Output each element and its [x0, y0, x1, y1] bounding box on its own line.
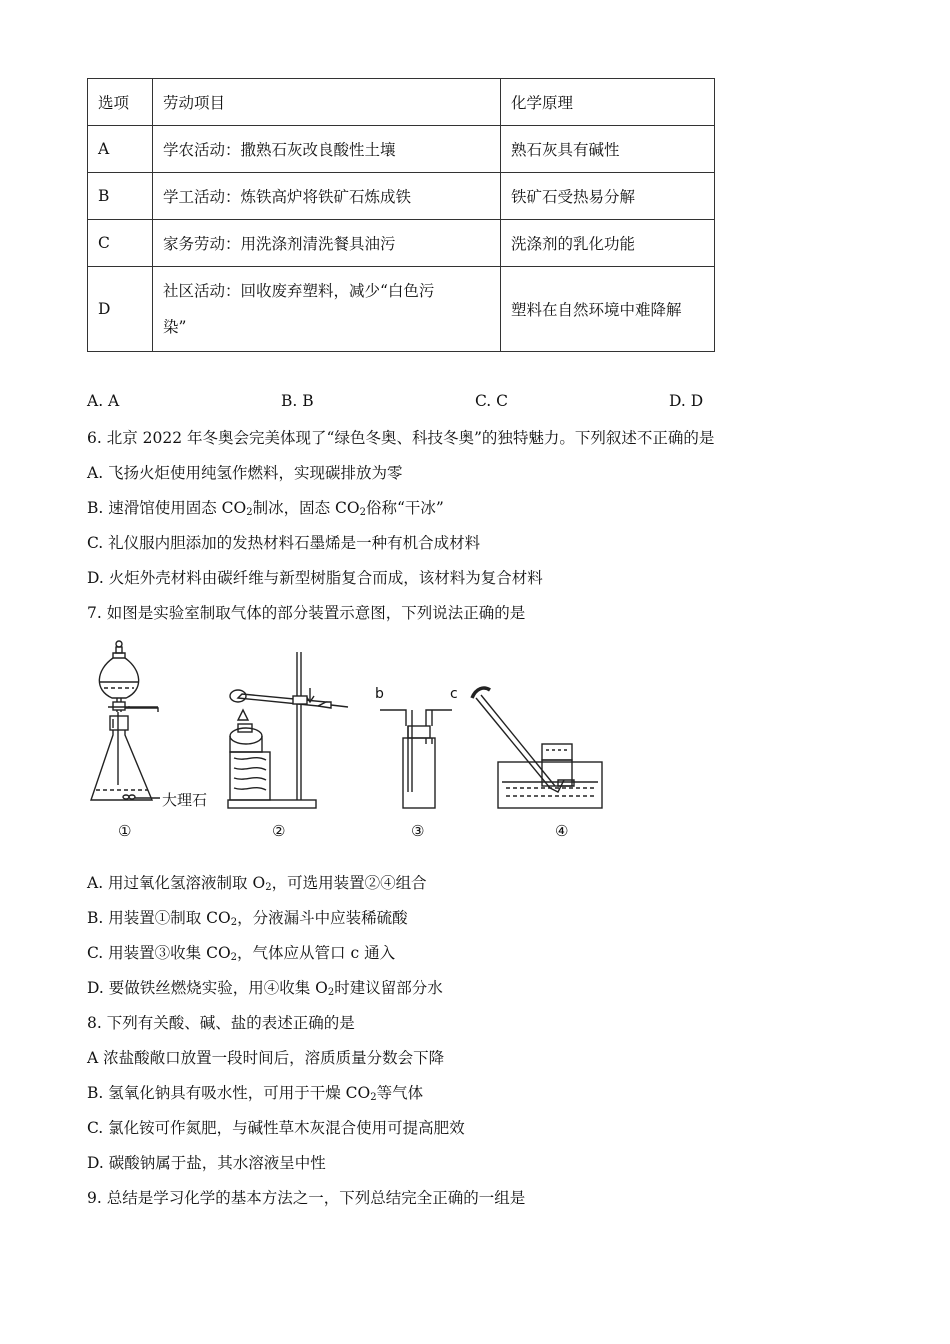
table-header-row: [88, 79, 715, 126]
q7-a-text: A. 用过氧化氢溶液制取 O: [87, 874, 266, 892]
q5-table: [87, 78, 715, 352]
row-option: D: [88, 267, 153, 352]
q6-b-text: B. 速滑馆使用固态 CO: [87, 499, 247, 517]
header-item: 劳动项目: [153, 79, 501, 126]
table-row: [88, 126, 715, 173]
row-item: 学农活动：撒熟石灰改良酸性土壤: [153, 126, 501, 173]
label-num-1: ①: [118, 822, 132, 840]
row-option: B: [88, 173, 153, 220]
apparatus-4-water-trough: [472, 688, 602, 808]
row-principle: 塑料在自然环境中难降解: [501, 267, 715, 352]
q5-option-a[interactable]: A. A: [87, 392, 120, 410]
q7-d-text: D. 要做铁丝燃烧实验，用④收集 O: [87, 979, 328, 997]
header-option: 选项: [88, 79, 153, 126]
q7-c-text: ，气体应从管口 c 通入: [237, 944, 396, 962]
q6-b-text: 俗称“干冰”: [366, 499, 444, 517]
label-marble: 大理石: [162, 791, 208, 809]
q5-options: [87, 392, 787, 414]
q8-option-b[interactable]: [87, 1082, 423, 1109]
subscript: 2: [370, 1092, 377, 1103]
q7-d-text: 时建议留部分水: [334, 979, 443, 997]
q5-option-d[interactable]: D. D: [669, 392, 704, 410]
label-c: c: [450, 686, 458, 702]
q6-b-text: 制冰，固态 CO: [252, 499, 360, 517]
apparatus-2-heating-tube: [228, 652, 348, 808]
row-item-line1: 社区活动：回收废弃塑料，减少“白色污: [163, 282, 435, 300]
q5-option-b[interactable]: B. B: [281, 392, 314, 410]
row-item: 学工活动：炼铁高炉将铁矿石炼成铁: [153, 173, 501, 220]
apparatus-3-gas-bottle: [380, 710, 452, 808]
q7-c-text: C. 用装置③收集 CO: [87, 944, 231, 962]
q7-option-d[interactable]: [87, 977, 443, 1004]
q6-option-c[interactable]: C. 礼仪服内胆添加的发热材料石墨烯是一种有机合成材料: [87, 534, 481, 552]
label-num-4: ④: [555, 822, 569, 840]
subscript: 2: [230, 952, 238, 963]
table-row: [88, 220, 715, 267]
q7-option-c[interactable]: [87, 942, 395, 969]
q6-option-a[interactable]: A. 飞扬火炬使用纯氢作燃料，实现碳排放为零: [87, 464, 403, 482]
apparatus-1-flask-funnel: [91, 641, 160, 800]
label-b: b: [375, 686, 384, 702]
table-row: [88, 173, 715, 220]
q8-option-a[interactable]: A 浓盐酸敞口放置一段时间后，溶质质量分数会下降: [87, 1049, 445, 1067]
q8-option-d[interactable]: D. 碳酸钠属于盐，其水溶液呈中性: [87, 1154, 326, 1172]
row-option: C: [88, 220, 153, 267]
subscript: 2: [246, 507, 253, 518]
q7-stem: 7. 如图是实验室制取气体的部分装置示意图，下列说法正确的是: [87, 604, 526, 622]
label-num-3: ③: [411, 822, 425, 840]
subscript: 2: [327, 987, 335, 998]
q6-option-d[interactable]: D. 火炬外壳材料由碳纤维与新型树脂复合而成，该材料为复合材料: [87, 569, 543, 587]
q6-stem: 6. 北京 2022 年冬奥会完美体现了“绿色冬奥、科技冬奥”的独特魅力。下列叙述不正确的是: [87, 429, 715, 447]
q7-b-text: B. 用装置①制取 CO: [87, 909, 231, 927]
subscript: 2: [265, 882, 272, 893]
row-principle: 洗涤剂的乳化功能: [501, 220, 715, 267]
header-principle: 化学原理: [501, 79, 715, 126]
q9-stem: 9. 总结是学习化学的基本方法之一，下列总结完全正确的一组是: [87, 1189, 526, 1207]
subscript: 2: [359, 507, 366, 518]
row-principle: 铁矿石受热易分解: [501, 173, 715, 220]
q7-option-a[interactable]: [87, 872, 427, 899]
row-principle: 熟石灰具有碱性: [501, 126, 715, 173]
q7-option-b[interactable]: [87, 907, 408, 934]
q8-option-c[interactable]: C. 氯化铵可作氮肥，与碱性草木灰混合使用可提高肥效: [87, 1119, 465, 1137]
q8-stem: 8. 下列有关酸、碱、盐的表述正确的是: [87, 1014, 355, 1032]
q8-b-text: B. 氢氧化钠具有吸水性，可用于干燥 CO: [87, 1084, 371, 1102]
q7-a-text: ，可选用装置②④组合: [271, 874, 427, 892]
q5-option-c[interactable]: C. C: [475, 392, 509, 410]
q8-b-text: 等气体: [376, 1084, 424, 1102]
q6-option-b[interactable]: [87, 497, 444, 524]
table-row: [88, 267, 715, 352]
row-item-line2: 染”: [163, 318, 187, 336]
q7-b-text: ，分液漏斗中应装稀硫酸: [237, 909, 408, 927]
apparatus-figure: [88, 640, 608, 845]
subscript: 2: [230, 917, 238, 928]
label-num-2: ②: [272, 822, 286, 840]
row-option: A: [88, 126, 153, 173]
row-item: [153, 267, 501, 352]
row-item: 家务劳动：用洗涤剂清洗餐具油污: [153, 220, 501, 267]
